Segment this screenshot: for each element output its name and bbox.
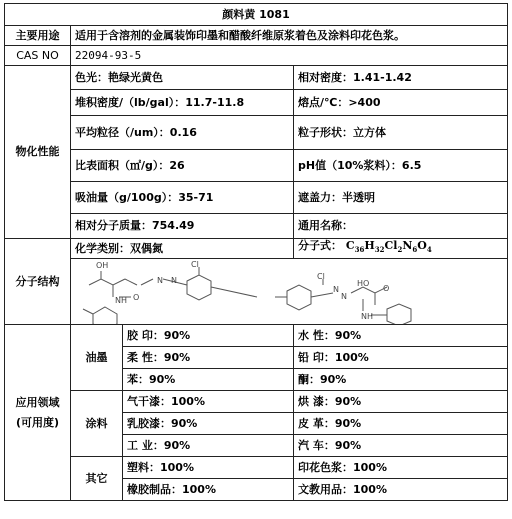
physchem-cell-left: 比表面积（㎡/g）：26 [71,150,294,182]
physchem-cell-left: 吸油量（g/100g）：35-71 [71,182,294,214]
physchem-cell-left: 堆积密度/（lb/gal）：11.7-11.8 [71,90,294,116]
application-cell-left: 乳胶漆：90% [123,413,294,435]
physchem-row [5,182,508,214]
application-cell-left: 橡胶制品：100% [123,479,294,501]
physchem-row [5,214,508,239]
physchem-cell-right: 遮盖力：半透明 [294,182,508,214]
application-cell-right: 皮 革：90% [294,413,508,435]
spec-table [4,3,508,501]
application-cell-left: 胶 印：90% [123,325,294,347]
pigment-title: 颜料黄 1081 [5,4,508,26]
atom-label-n2: N [171,276,177,285]
atom-label-nh-right: NH [361,312,373,321]
usage-label: 主要用途 [5,26,71,46]
application-group-name: 油墨 [71,325,123,391]
structure-label: 分子结构 [5,239,71,325]
application-cell-left: 柔 性：90% [123,347,294,369]
application-label [5,325,71,501]
physchem-cell-right: 相对密度：1.41-1.42 [294,66,508,90]
atom-label-nh-left: NH [115,296,127,305]
application-cell-right: 烘 漆：90% [294,391,508,413]
application-cell-left: 苯：90% [123,369,294,391]
structure-image-row [5,259,508,325]
physchem-row [5,150,508,182]
formula-label: 分子式： [298,239,342,253]
atom-label-cl-right: Cl [317,272,325,281]
cas-label: CAS NO [5,46,71,66]
physchem-row [5,116,508,150]
application-cell-left: 塑料：100% [123,457,294,479]
application-label-line2: (可用度) [15,415,60,429]
application-label-line1: 应用领域 [15,395,60,409]
formula-value: $C_{36}H_{32}Cl_2N_6O_4$ [345,239,432,255]
atom-label-n3: N [333,285,339,294]
physchem-label: 物化性能 [5,66,71,239]
physchem-cell-right: pH值（10%浆料）：6.5 [294,150,508,182]
molecular-formula [294,239,508,259]
atom-label-cl-left: Cl [191,260,199,269]
atom-label-o-left: O [133,293,140,302]
application-cell-left: 工 业：90% [123,435,294,457]
molecular-structure-diagram [71,259,506,324]
application-group-name: 涂料 [71,391,123,457]
atom-label-o-right: O [383,284,390,293]
physchem-cell-left: 平均粒径（/um）：0.16 [71,116,294,150]
physchem-cell-right: 熔点/℃：>400 [294,90,508,116]
structure-header-row [5,239,508,259]
title-row [5,4,508,26]
cas-row [5,46,508,66]
application-cell-right: 印花色浆：100% [294,457,508,479]
usage-value: 适用于含溶剂的金属装饰印墨和醋酸纤维原浆着色及涂料印花色浆。 [71,26,508,46]
application-cell-left: 气干漆：100% [123,391,294,413]
application-cell-right: 酮：90% [294,369,508,391]
application-cell-right: 水 性：90% [294,325,508,347]
atom-label-ho: HO [357,279,370,288]
application-cell-right: 铅 印：100% [294,347,508,369]
physchem-cell-left: 色光：艳绿光黄色 [71,66,294,90]
physchem-cell-left: 相对分子质量：754.49 [71,214,294,239]
application-cell-right: 汽 车：90% [294,435,508,457]
physchem-cell-right: 通用名称： [294,214,508,239]
application-row [5,457,508,479]
atom-label-n1: N [157,276,163,285]
application-row [5,391,508,413]
cas-value: 22094-93-5 [71,46,508,66]
atom-label-oh: OH [96,261,109,270]
structure-cell [71,259,508,325]
application-group-name: 其它 [71,457,123,501]
physchem-row [5,90,508,116]
physchem-cell-right: 粒子形状：立方体 [294,116,508,150]
application-cell-right: 文教用品：100% [294,479,508,501]
physchem-row [5,66,508,90]
usage-row [5,26,508,46]
chem-class: 化学类别：双偶氮 [71,239,294,259]
application-row [5,325,508,347]
atom-label-n4: N [341,292,347,301]
